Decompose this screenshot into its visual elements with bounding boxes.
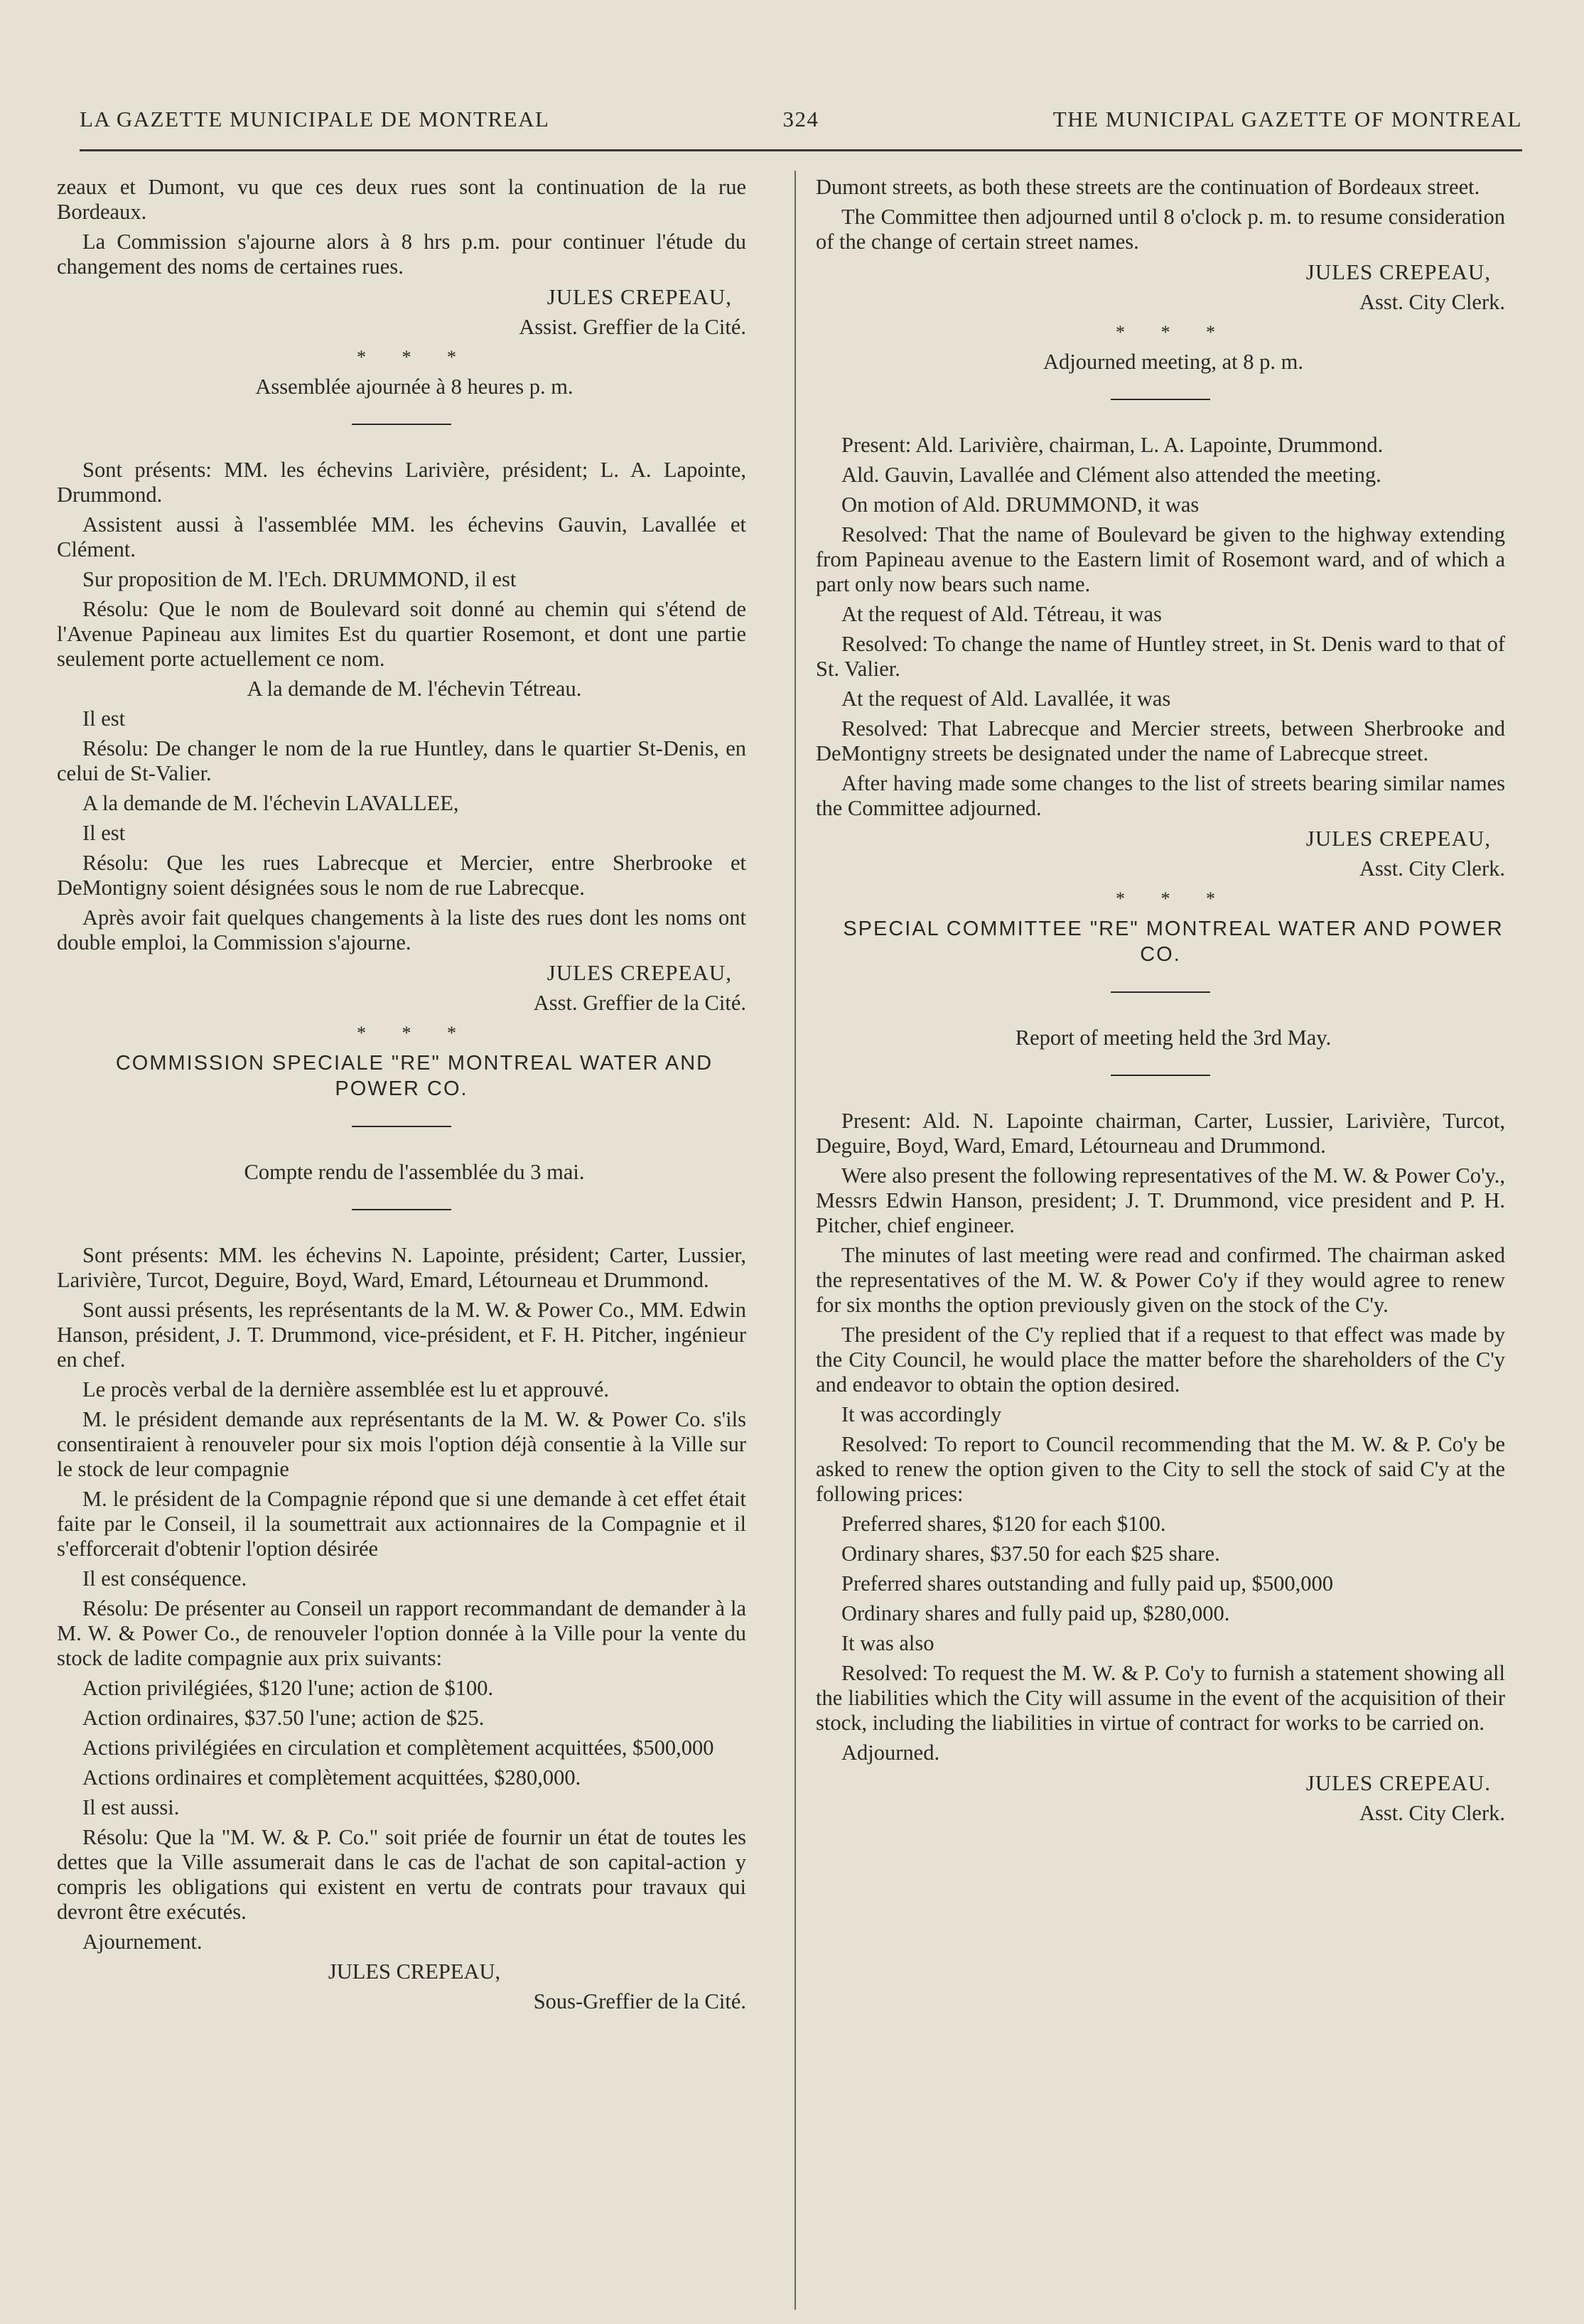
page-header: [80, 107, 1522, 149]
signature-block: [57, 1959, 746, 2014]
section-separator: * * *: [1116, 888, 1231, 909]
paragraph: A la demande de M. l'échevin LAVALLEE,: [82, 791, 459, 815]
signature-title: Assist. Greffier de la Cité.: [519, 315, 746, 339]
header-right-title: THE MUNICIPAL GAZETTE OF MONTREAL: [1052, 107, 1522, 131]
paragraph: Were also present the following representatives of the M. W. & Power Co'y., Messrs Edwin Hanson, president; J. T. Drummond, vice president and P. H. Pitcher, chief engineer.: [816, 1163, 1505, 1237]
paragraph: Résolu: Que la "M. W. & P. Co." soit priée de fournir un état de toutes les dettes que la Ville assumerait dans le cas de l'achat de son capital-action y compris les obligations qui existent en vertu de contrats pour travaux qui devront être exécutés.: [57, 1825, 746, 1924]
paragraph: It was also: [841, 1631, 934, 1655]
header-left-title: LA GAZETTE MUNICIPALE DE MONTREAL: [80, 107, 550, 131]
english-column: [816, 175, 1505, 1831]
short-rule: [352, 424, 451, 425]
short-rule: [352, 1209, 451, 1210]
paragraph: Sont présents: MM. les échevins N. Lapointe, président; Carter, Lussier, Larivière, Turcot, Deguire, Boyd, Ward, Emard, Létourneau et Drummond.: [57, 1243, 746, 1292]
column-divider: [794, 171, 796, 2310]
paragraph: Present: Ald. Larivière, chairman, L. A. Lapointe, Drummond.: [841, 433, 1384, 457]
signature-title: Asst. Greffier de la Cité.: [533, 991, 746, 1015]
price-item: Actions ordinaires et complètement acquittées, $280,000.: [82, 1765, 581, 1790]
paragraph: Dumont streets, as both these streets are the continuation of Bordeaux street.: [816, 175, 1480, 199]
signature-name: JULES CREPEAU.: [1305, 1770, 1491, 1795]
meeting-title: Adjourned meeting, at 8 p. m.: [1043, 350, 1303, 374]
short-rule: [1111, 399, 1210, 400]
short-rule: [1111, 991, 1210, 993]
paragraph: Il est conséquence.: [82, 1566, 247, 1591]
paragraph: The Committee then adjourned until 8 o'clock p. m. to resume consideration of the change of certain street names.: [816, 205, 1505, 254]
paragraph: Ajournement.: [82, 1930, 203, 1954]
paragraph: Ald. Gauvin, Lavallée and Clément also attended the meeting.: [841, 463, 1381, 487]
paragraph: M. le président demande aux représentants de la M. W. & Power Co. s'ils consentiraient à renouveler pour six mois l'option déjà consentie à la Ville sur le stock de leur compagnie: [57, 1407, 746, 1481]
paragraph: zeaux et Dumont, vu que ces deux rues sont la continuation de la rue Bordeaux.: [57, 175, 746, 224]
paragraph: It was accordingly: [841, 1402, 1002, 1426]
paragraph: Sur proposition de M. l'Ech. DRUMMOND, il est: [82, 567, 517, 591]
section-heading: SPECIAL COMMITTEE "RE" MONTREAL WATER AND POWER CO.: [843, 918, 1504, 966]
paragraph: Résolu: Que les rues Labrecque et Mercier, entre Sherbrooke et DeMontigny soient désignées sous le nom de rue Labrecque.: [57, 851, 746, 900]
price-item: Ordinary shares, $37.50 for each $25 share.: [841, 1542, 1220, 1566]
section-heading: COMMISSION SPECIALE "RE" MONTREAL WATER AND POWER CO.: [115, 1052, 713, 1100]
paragraph: Sont aussi présents, les représentants de la M. W. & Power Co., MM. Edwin Hanson, président, J. T. Drummond, vice-président, et F. H. Pitcher, ingénieur en chef.: [57, 1298, 746, 1372]
report-title: Compte rendu de l'assemblée du 3 mai.: [244, 1160, 585, 1184]
price-item: Ordinary shares and fully paid up, $280,000.: [841, 1601, 1230, 1625]
paragraph: At the request of Ald. Tétreau, it was: [841, 602, 1162, 626]
signature-title: Asst. City Clerk.: [1359, 856, 1505, 881]
signature-name: JULES CREPEAU,: [546, 284, 732, 309]
paragraph: Résolu: Que le nom de Boulevard soit donné au chemin qui s'étend de l'Avenue Papineau aux limites Est du quartier Rosemont, et dont une partie seulement porte actuellement ce nom.: [57, 597, 746, 671]
price-item: Preferred shares outstanding and fully paid up, $500,000: [841, 1571, 1334, 1596]
price-item: Preferred shares, $120 for each $100.: [841, 1512, 1166, 1536]
paragraph: Resolved: To report to Council recommending that the M. W. & P. Co'y be asked to renew the option given to the City to sell the stock of said C'y at the following prices:: [816, 1432, 1505, 1506]
paragraph: M. le président de la Compagnie répond que si une demande à cet effet était faite par le Conseil, il la soumettrait aux actionnaires de la Compagnie et il s'efforcerait d'obtenir l'option désirée: [57, 1487, 746, 1561]
section-separator: * * *: [357, 347, 472, 367]
header-rule: [80, 149, 1522, 151]
signature-block: [816, 259, 1505, 315]
section-separator: * * *: [1116, 322, 1231, 343]
report-title: Report of meeting held the 3rd May.: [1015, 1026, 1332, 1050]
page-number: 324: [782, 107, 819, 131]
paragraph: The president of the C'y replied that if a request to that effect was made by the City Council, he would place the matter before the shareholders of the C'y and endeavor to obtain the option desired.: [816, 1323, 1505, 1397]
price-item: Action privilégiées, $120 l'une; action de $100.: [82, 1676, 494, 1700]
paragraph: Résolu: De présenter au Conseil un rapport recommandant de demander à la M. W. & Power Co., de renouveler l'option donnée à la Ville pour la vente du stock de ladite compagnie aux prix suivants:: [57, 1596, 746, 1670]
signature-block: [816, 1770, 1505, 1826]
paragraph: Resolved: To change the name of Huntley street, in St. Denis ward to that of St. Valier.: [816, 632, 1505, 681]
paragraph: Résolu: De changer le nom de la rue Huntley, dans le quartier St-Denis, en celui de St-Valier.: [57, 736, 746, 785]
signature-title: Asst. City Clerk.: [1359, 290, 1505, 314]
signature-block: [57, 960, 746, 1016]
paragraph: After having made some changes to the list of streets bearing similar names the Committee adjourned.: [816, 771, 1505, 820]
price-item: Action ordinaires, $37.50 l'une; action de $25.: [82, 1706, 485, 1730]
paragraph: Assistent aussi à l'assemblée MM. les échevins Gauvin, Lavallée et Clément.: [57, 512, 746, 561]
signature-name: JULES CREPEAU,: [1305, 826, 1491, 851]
price-item: Actions privilégiées en circulation et complètement acquittées, $500,000: [82, 1736, 714, 1760]
signature-title: Sous-Greffier de la Cité.: [533, 1989, 746, 2013]
section-separator: * * *: [357, 1023, 472, 1043]
paragraph: Resolved: That the name of Boulevard be given to the highway extending from Papineau avenue to the Eastern limit of Rosemont ward, and of which a part only now bears such name.: [816, 522, 1505, 596]
meeting-title: Assemblée ajournée à 8 heures p. m.: [255, 375, 573, 399]
paragraph: Adjourned.: [841, 1741, 940, 1765]
short-rule: [352, 1126, 451, 1127]
paragraph: La Commission s'ajourne alors à 8 hrs p.m. pour continuer l'étude du changement des noms de certaines rues.: [57, 230, 746, 279]
paragraph: Sont présents: MM. les échevins Larivière, président; L. A. Lapointe, Drummond.: [57, 458, 746, 507]
paragraph: Resolved: That Labrecque and Mercier streets, between Sherbrooke and DeMontigny streets be designated under the name of Labrecque street.: [816, 716, 1505, 765]
signature-name: JULES CREPEAU,: [546, 960, 732, 985]
paragraph: At the request of Ald. Lavallée, it was: [841, 687, 1171, 711]
short-rule: [1111, 1075, 1210, 1076]
signature-block: [816, 826, 1505, 881]
signature-title: Asst. City Clerk.: [1359, 1801, 1505, 1825]
signature-block: [57, 284, 746, 340]
paragraph: Le procès verbal de la dernière assemblée est lu et approuvé.: [82, 1377, 609, 1402]
paragraph: Resolved: To request the M. W. & P. Co'y to furnish a statement showing all the liabilities which the City will assume in the event of the acquisition of their stock, including the liabilities in virtue of contract for works to be carried on.: [816, 1661, 1505, 1735]
paragraph: Il est aussi.: [82, 1795, 180, 1819]
french-column: [57, 175, 746, 2019]
signature-name: JULES CREPEAU,: [328, 1959, 501, 1984]
paragraph: Il est: [82, 821, 126, 845]
paragraph: Present: Ald. N. Lapointe chairman, Carter, Lussier, Larivière, Turcot, Deguire, Boyd, Ward, Emard, Létourneau and Drummond.: [816, 1109, 1505, 1158]
paragraph: The minutes of last meeting were read and confirmed. The chairman asked the representatives of the M. W. & Power Co'y if they would agree to renew for six months the option previously given on the stock of the C'y.: [816, 1243, 1505, 1317]
paragraph: A la demande de M. l'échevin Tétreau.: [247, 677, 582, 701]
signature-name: JULES CREPEAU,: [1305, 259, 1491, 284]
paragraph: Il est: [82, 706, 126, 731]
paragraph: Après avoir fait quelques changements à la liste des rues dont les noms ont double emploi, la Commission s'ajourne.: [57, 905, 746, 954]
paragraph: On motion of Ald. DRUMMOND, it was: [841, 493, 1200, 517]
